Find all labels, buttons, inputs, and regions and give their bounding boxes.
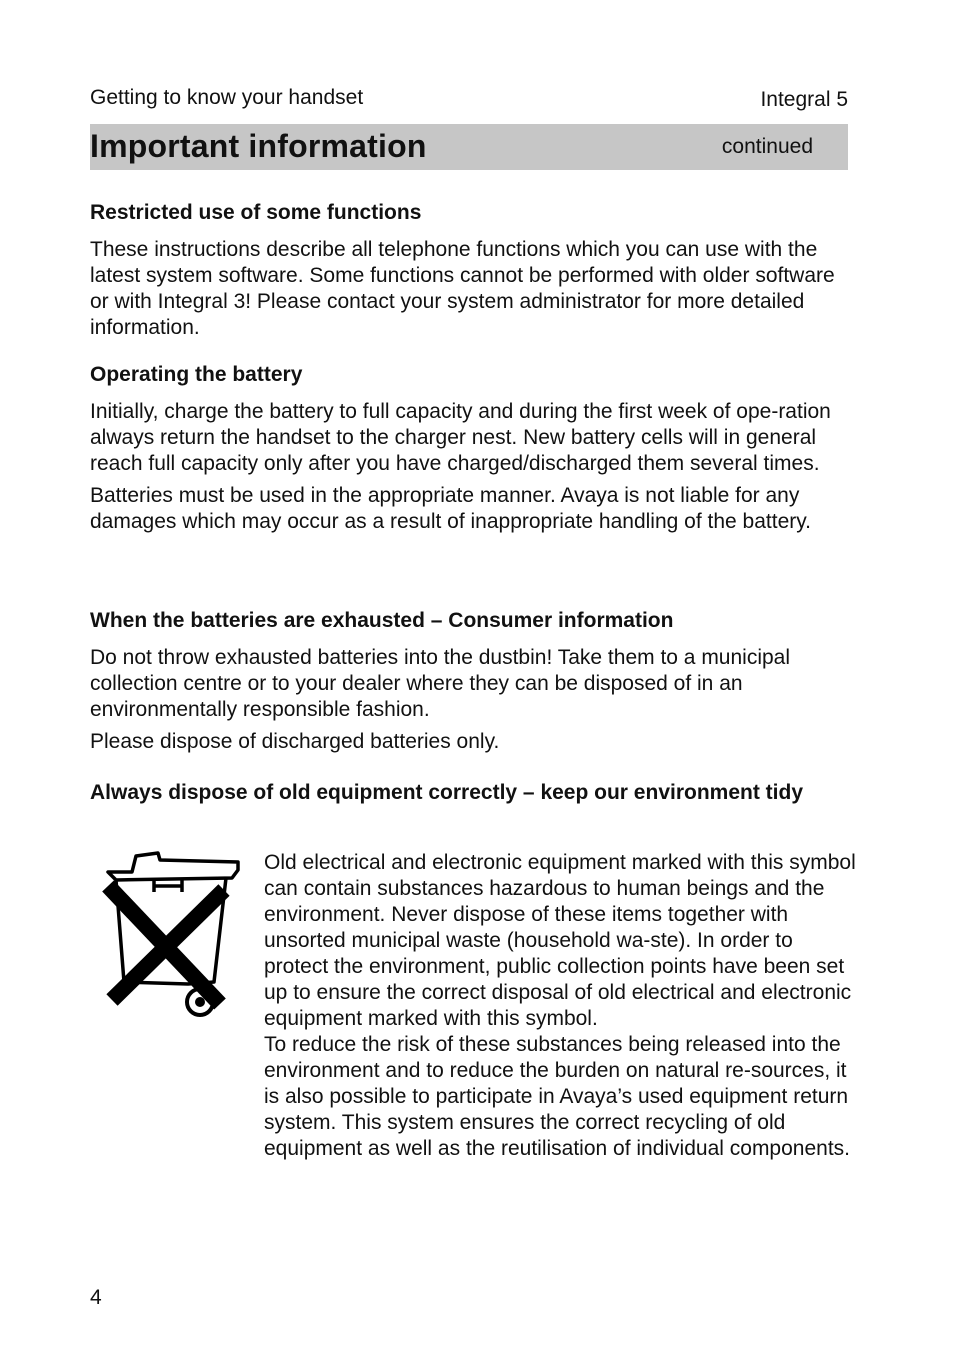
section-dispose-equipment <box>90 779 848 817</box>
continued-label: continued <box>721 135 813 158</box>
running-header <box>90 86 848 114</box>
title-bar <box>90 124 848 170</box>
section-heading: Operating the battery <box>90 363 303 386</box>
crossed-out-wheelie-bin-icon <box>96 850 240 1022</box>
section-paragraph: Please dispose of discharged batteries only. <box>90 730 500 753</box>
document-page <box>90 0 856 1354</box>
product-name: Integral 5 <box>760 88 848 111</box>
weee-paragraph: To reduce the risk of these substances being released into the environment and to reduce the burden on natural re-sources, it is also possible to participate in Avaya’s used equipment return system. This system ensures the correct recycling of old equipment as well as the reutilisation of individual components. <box>264 1033 851 1160</box>
section-operating-battery <box>90 361 848 541</box>
section-paragraph: Batteries must be used in the appropriate manner. Avaya is not liable for any damages which may occur as a result of inappropriate handling of the battery. <box>90 484 812 533</box>
chapter-title: Getting to know your handset <box>90 86 364 109</box>
page-number: 4 <box>90 1286 102 1309</box>
section-batteries-exhausted <box>90 607 848 761</box>
section-heading: Always dispose of old equipment correctly – keep our environment tidy <box>90 781 803 804</box>
section-paragraph: Initially, charge the battery to full capacity and during the first week of ope-ration always return the handset to the charger nest. New battery cells will in general reach full capacity only after you have charged/discharged them several times. <box>90 400 831 475</box>
section-heading: When the batteries are exhausted – Consumer information <box>90 609 674 632</box>
section-paragraph: Do not throw exhausted batteries into the dustbin! Take them to a municipal collection centre or to your dealer where they can be disposed of in an environmentally responsible fashion. <box>90 646 791 721</box>
section-paragraph: These instructions describe all telephone functions which you can use with the latest system software. Some functions cannot be performed with older software or with Integral 3! Please contact your system administrator for more detailed information. <box>90 238 835 339</box>
section-restricted-use <box>90 199 848 347</box>
weee-paragraph: Old electrical and electronic equipment marked with this symbol can contain substances hazardous to human beings and the environment. Never dispose of these items together with unsorted municipal waste (household wa-ste). In order to protect the environment, public collection points have been set up to ensure the correct disposal of old electrical and electronic equipment marked with this symbol. <box>264 851 856 1030</box>
section-heading: Restricted use of some functions <box>90 201 422 224</box>
weee-text <box>264 850 856 1162</box>
page-title: Important information <box>90 128 427 164</box>
